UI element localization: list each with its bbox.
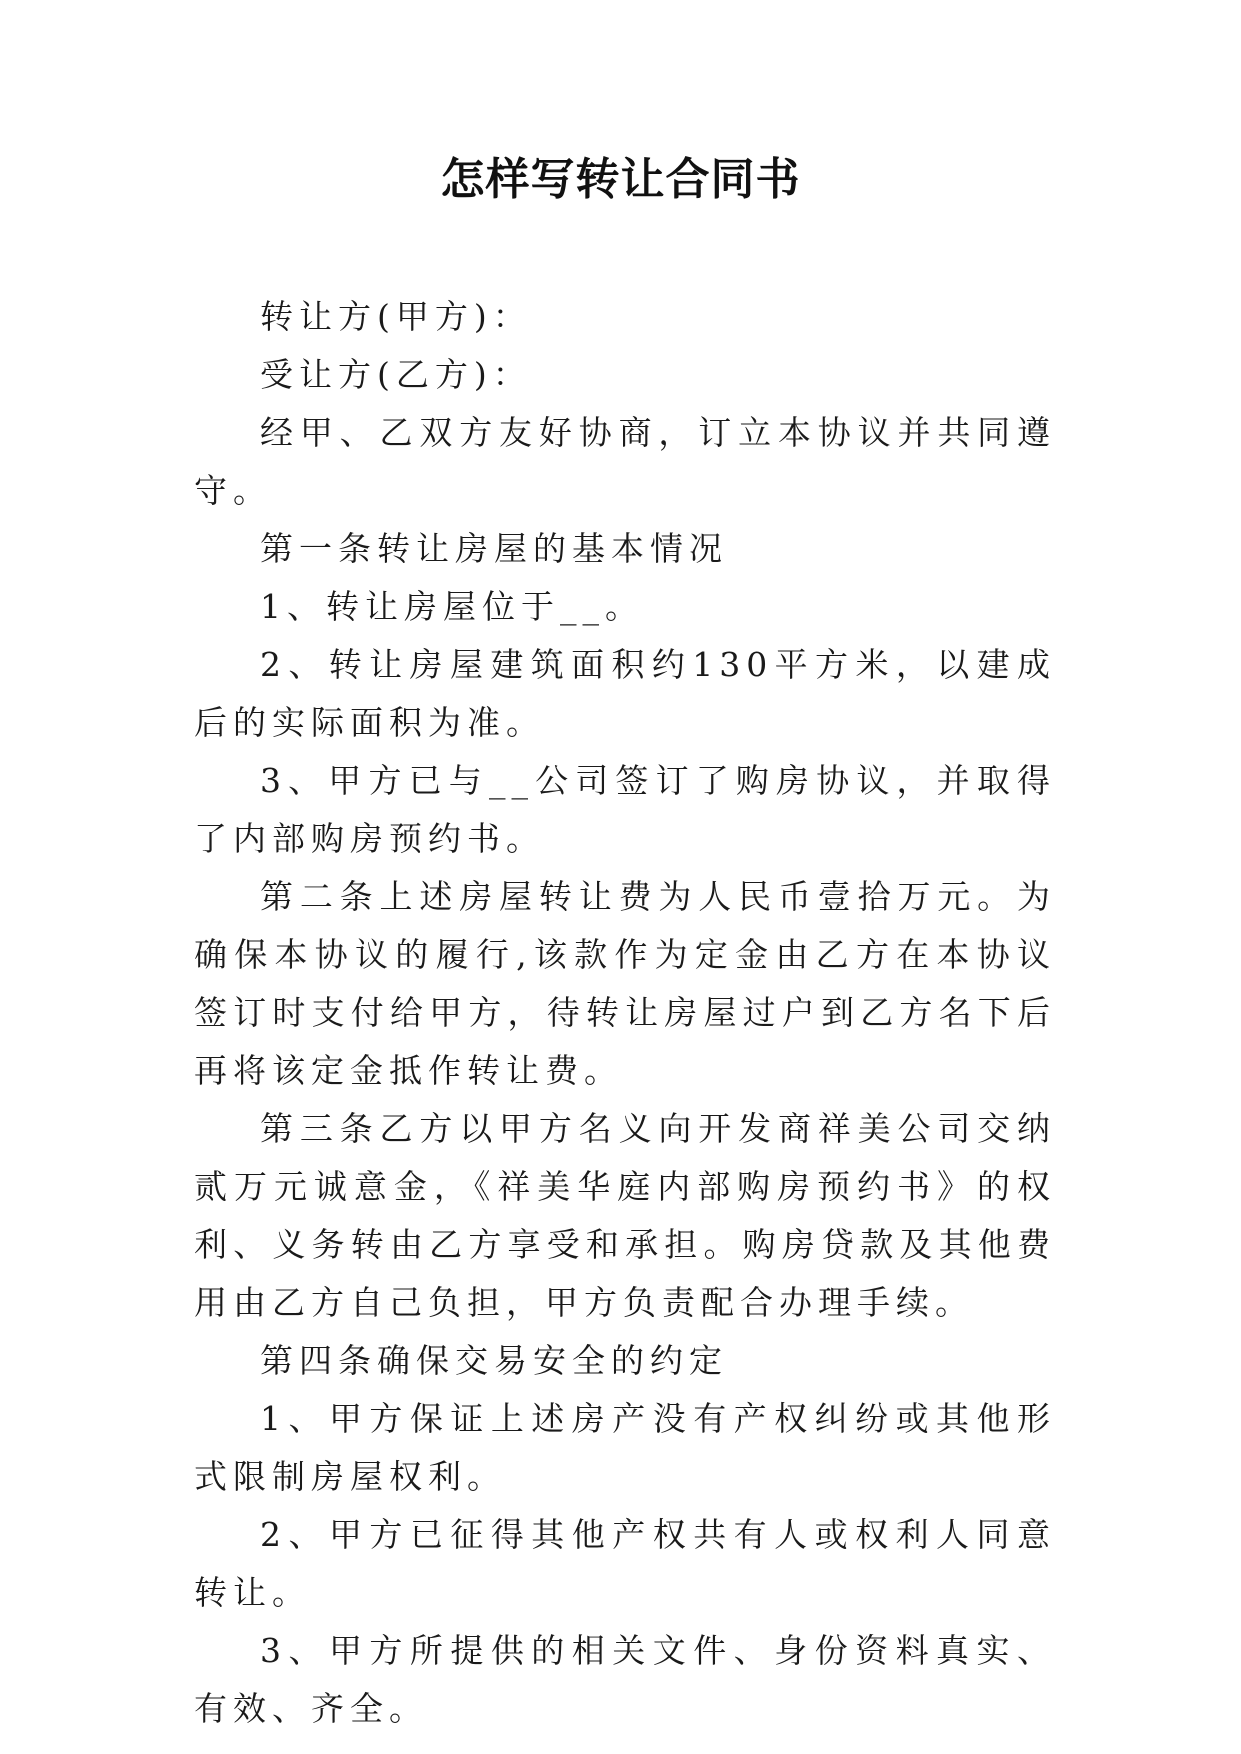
- paragraph-article-2: 第二条上述房屋转让费为人民币壹拾万元。为确保本协议的履行,该款作为定金由乙方在本协议签订时支付给甲方，待转让房屋过户到乙方名下后再将该定金抵作转让费。: [194, 877, 1056, 1090]
- paragraph-transferee: 受让方(乙方)：: [260, 355, 532, 394]
- paragraph-article-1-item-3: 3、甲方已与__公司签订了购房协议，并取得了内部购房预约书。: [194, 761, 1056, 858]
- paragraph-article-4-item-2: 2、甲方已征得其他产权共有人或权利人同意转让。: [194, 1515, 1056, 1612]
- document-body: [194, 288, 1056, 1738]
- paragraph-article-1-item-2: 2、转让房屋建筑面积约130平方米，以建成后的实际面积为准。: [194, 645, 1056, 742]
- paragraph-article-1-heading: 第一条转让房屋的基本情况: [260, 529, 728, 568]
- paragraph-article-1-item-1: 1、转让房屋位于__。: [260, 587, 644, 626]
- paragraph-preamble: 经甲、乙双方友好协商，订立本协议并共同遵守。: [194, 413, 1056, 510]
- paragraph-article-4-item-1: 1、甲方保证上述房产没有产权纠纷或其他形式限制房屋权利。: [194, 1399, 1056, 1496]
- paragraph-article-4-item-3: 3、甲方所提供的相关文件、身份资料真实、有效、齐全。: [194, 1631, 1056, 1728]
- paragraph-transferor: 转让方(甲方)：: [260, 297, 532, 336]
- paragraph-article-4-heading: 第四条确保交易安全的约定: [260, 1341, 728, 1380]
- paragraph-article-3: 第三条乙方以甲方名义向开发商祥美公司交纳贰万元诚意金，《祥美华庭内部购房预约书》的权利、义务转由乙方享受和承担。购房贷款及其他费用由乙方自己负担，甲方负责配合办理手续。: [194, 1109, 1056, 1322]
- document-title: 怎样写转让合同书: [440, 154, 801, 205]
